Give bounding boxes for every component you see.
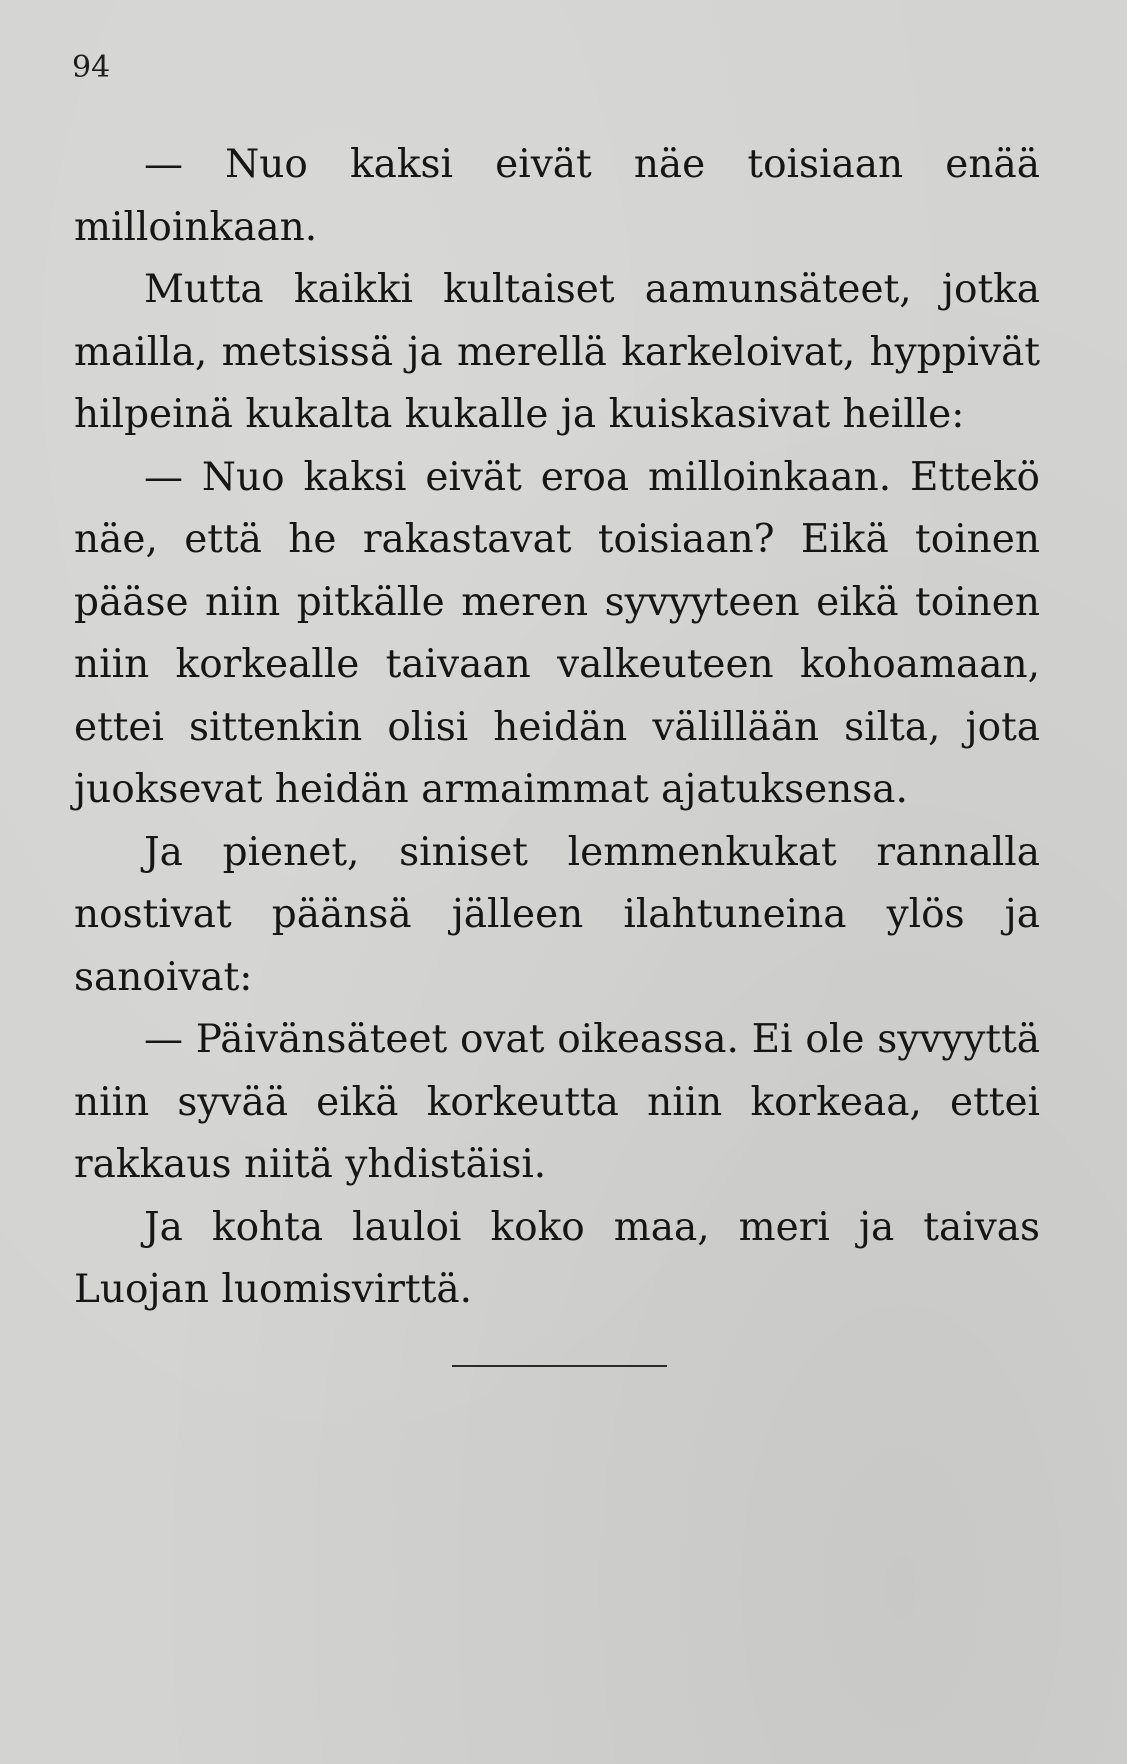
- page-number: 94: [72, 50, 111, 85]
- paragraph-5: — Päivänsäteet ovat oikeassa. Ei ole syvyyttä niin syvää eikä korkeutta niin korkeaa, ettei rakkaus niitä yhdistäisi.: [74, 1017, 1040, 1187]
- section-end-rule: [452, 1365, 667, 1367]
- body-text: [74, 134, 1040, 1322]
- paragraph-6: Ja kohta lauloi koko maa, meri ja taivas Luojan luomisvirttä.: [74, 1204, 1040, 1312]
- paragraph-4: Ja pienet, siniset lemmenkukat rannalla nostivat päänsä jälleen ilahtuneina ylös ja sanoivat:: [74, 829, 1040, 1000]
- paragraph-2: Mutta kaikki kultaiset aamunsäteet, jotka mailla, metsissä ja merellä karkeloivat, hyppivät hilpeinä kukalta kukalle ja kuiskasivat heille:: [74, 267, 1040, 437]
- paragraph-1: — Nuo kaksi eivät näe toisiaan enää milloinkaan.: [74, 142, 1040, 250]
- paragraph-3: — Nuo kaksi eivät eroa milloinkaan. Ettekö näe, että he rakastavat toisiaan? Eikä toinen pääse niin pitkälle meren syvyyteen eikä toinen niin korkealle taivaan valkeuteen kohoamaan, ettei sittenkin olisi heidän välillään silta, jota juoksevat heidän armaimmat ajatuksensa.: [74, 454, 1040, 812]
